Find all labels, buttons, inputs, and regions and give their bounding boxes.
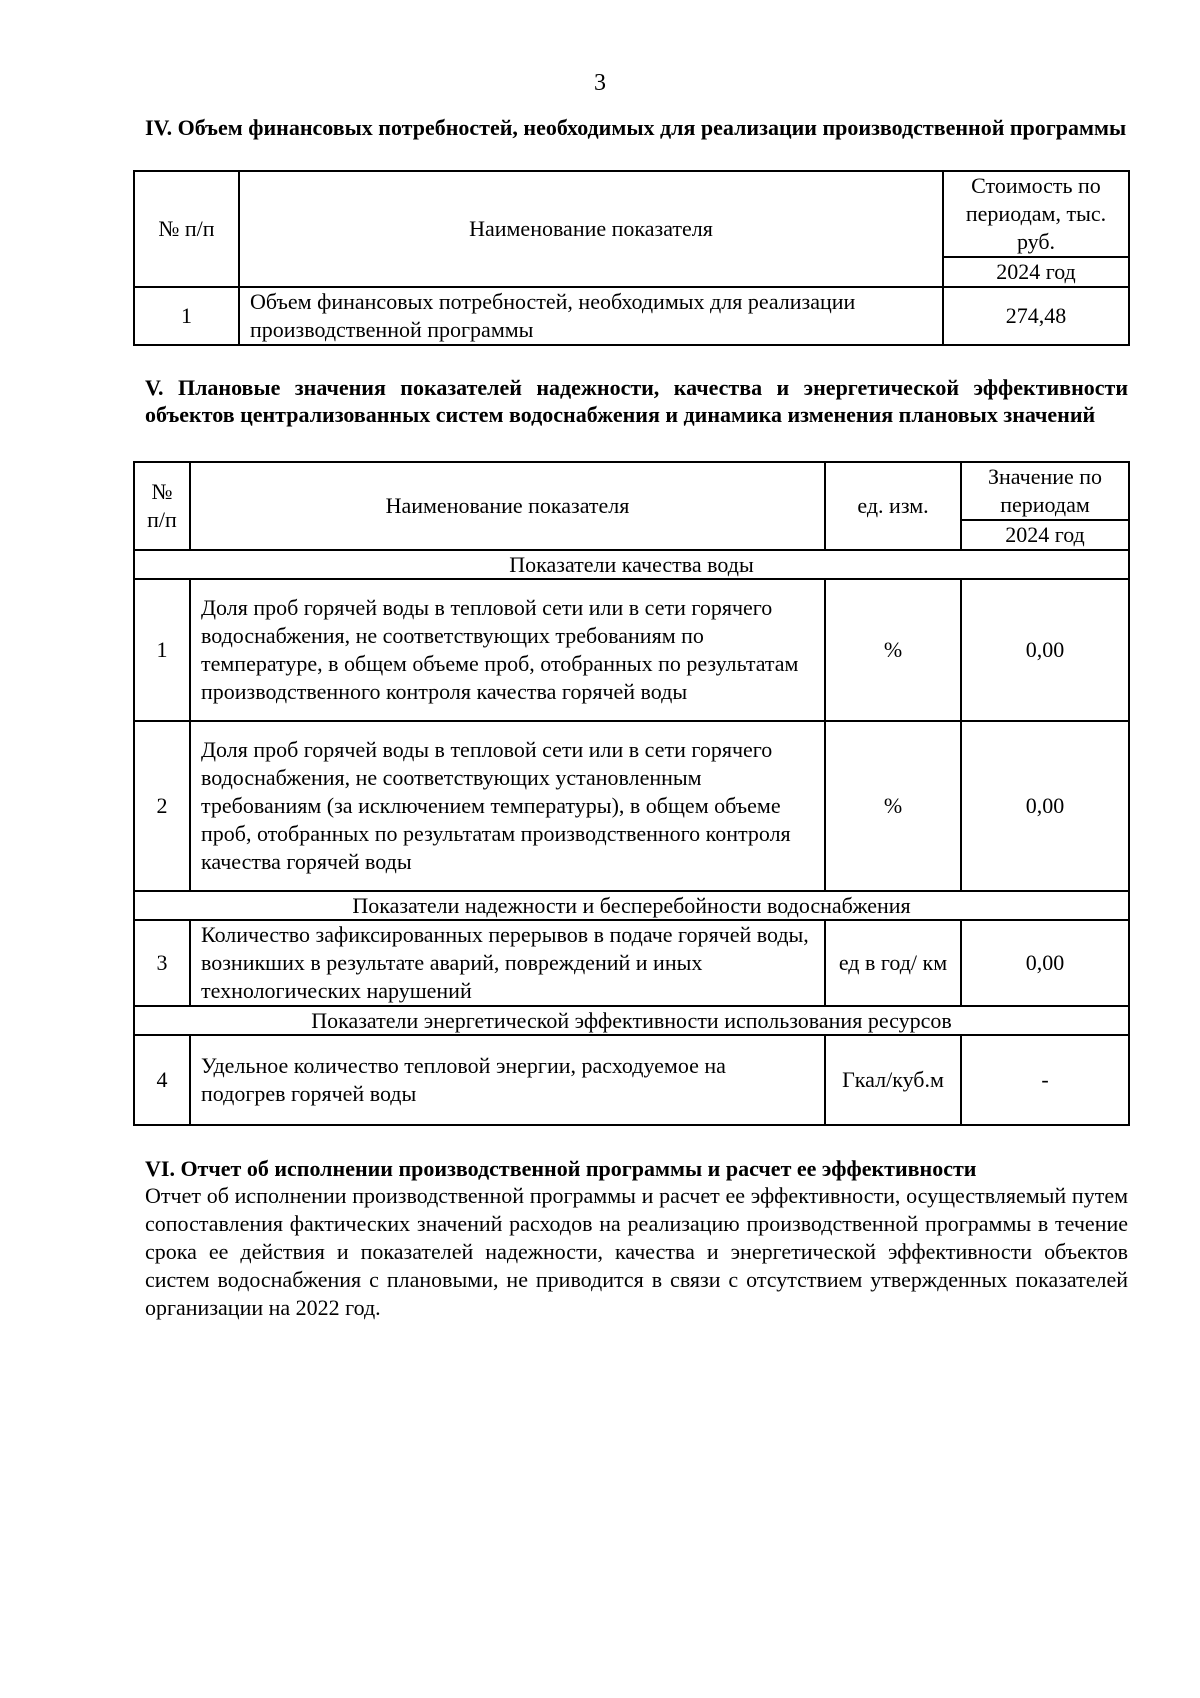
row-name: Количество зафиксированных перерывов в подаче горячей воды, возникших в результате аварий, повреждений и иных технологических нарушений <box>190 920 825 1006</box>
header-num: № п/п <box>134 171 239 287</box>
row-value: 0,00 <box>961 721 1129 891</box>
header-cost: Стоимость по периодам, тыс. руб. <box>943 171 1129 257</box>
table-row <box>134 920 1129 1006</box>
row-value: 0,00 <box>961 920 1129 1006</box>
row-unit: % <box>825 579 961 721</box>
page-number: 3 <box>594 70 606 96</box>
group-water-quality: Показатели качества воды <box>134 550 1129 579</box>
row-name: Доля проб горячей воды в тепловой сети или в сети горячего водоснабжения, не соответствующих требованиям по температуре, в общем объеме проб, отобранных по результатам производственного контроля качества горячей воды <box>190 579 825 721</box>
header-unit: ед. изм. <box>825 462 961 550</box>
row-num: 2 <box>134 721 190 891</box>
group-reliability: Показатели надежности и бесперебойности водоснабжения <box>134 891 1129 920</box>
row-num: 4 <box>134 1035 190 1125</box>
section-6-paragraph: Отчет об исполнении производственной программы и расчет ее эффективности, осуществляемый путем сопоставления фактических значений расходов на реализацию производственной программы в течение срока ее действия и показателей надежности, качества и энергетической эффективности объектов систем водоснабжения с плановыми, не приводится в связи с отсутствием утвержденных показателей организации на 2022 год. <box>145 1183 1128 1320</box>
row-name: Объем финансовых потребностей, необходимых для реализации производственной программы <box>239 287 943 345</box>
row-name: Доля проб горячей воды в тепловой сети или в сети горячего водоснабжения, не соответствующих установленным требованиям (за исключением температуры), в общем объеме проб, отобранных по результатам производственного контроля качества горячей воды <box>190 721 825 891</box>
header-name: Наименование показателя <box>190 462 825 550</box>
row-value: 274,48 <box>943 287 1129 345</box>
group-energy-efficiency: Показатели энергетической эффективности использования ресурсов <box>134 1006 1129 1035</box>
header-value: Значение по периодам <box>961 462 1129 520</box>
header-name: Наименование показателя <box>239 171 943 287</box>
row-unit: Гкал/куб.м <box>825 1035 961 1125</box>
row-num: 1 <box>134 579 190 721</box>
section-5-heading: V. Плановые значения показателей надежности, качества и энергетической эффективности объектов централизованных систем водоснабжения и динамика изменения плановых значений <box>145 375 1128 427</box>
table-row <box>134 1035 1129 1125</box>
indicators-table <box>133 461 1130 1126</box>
table-row <box>134 721 1129 891</box>
row-unit: ед в год/ км <box>825 920 961 1006</box>
header-year: 2024 год <box>961 520 1129 550</box>
row-value: - <box>961 1035 1129 1125</box>
row-value: 0,00 <box>961 579 1129 721</box>
section-6-heading: VI. Отчет об исполнении производственной программы и расчет ее эффективности <box>145 1156 977 1181</box>
table-row <box>134 287 1129 345</box>
row-name: Удельное количество тепловой энергии, расходуемое на подогрев горячей воды <box>190 1035 825 1125</box>
header-num: № п/п <box>134 462 190 550</box>
financial-needs-table <box>133 170 1130 346</box>
section-4-heading: IV. Объем финансовых потребностей, необходимых для реализации производственной программы <box>145 115 1127 140</box>
table-row <box>134 579 1129 721</box>
row-num: 3 <box>134 920 190 1006</box>
row-num: 1 <box>134 287 239 345</box>
header-year: 2024 год <box>943 257 1129 287</box>
row-unit: % <box>825 721 961 891</box>
